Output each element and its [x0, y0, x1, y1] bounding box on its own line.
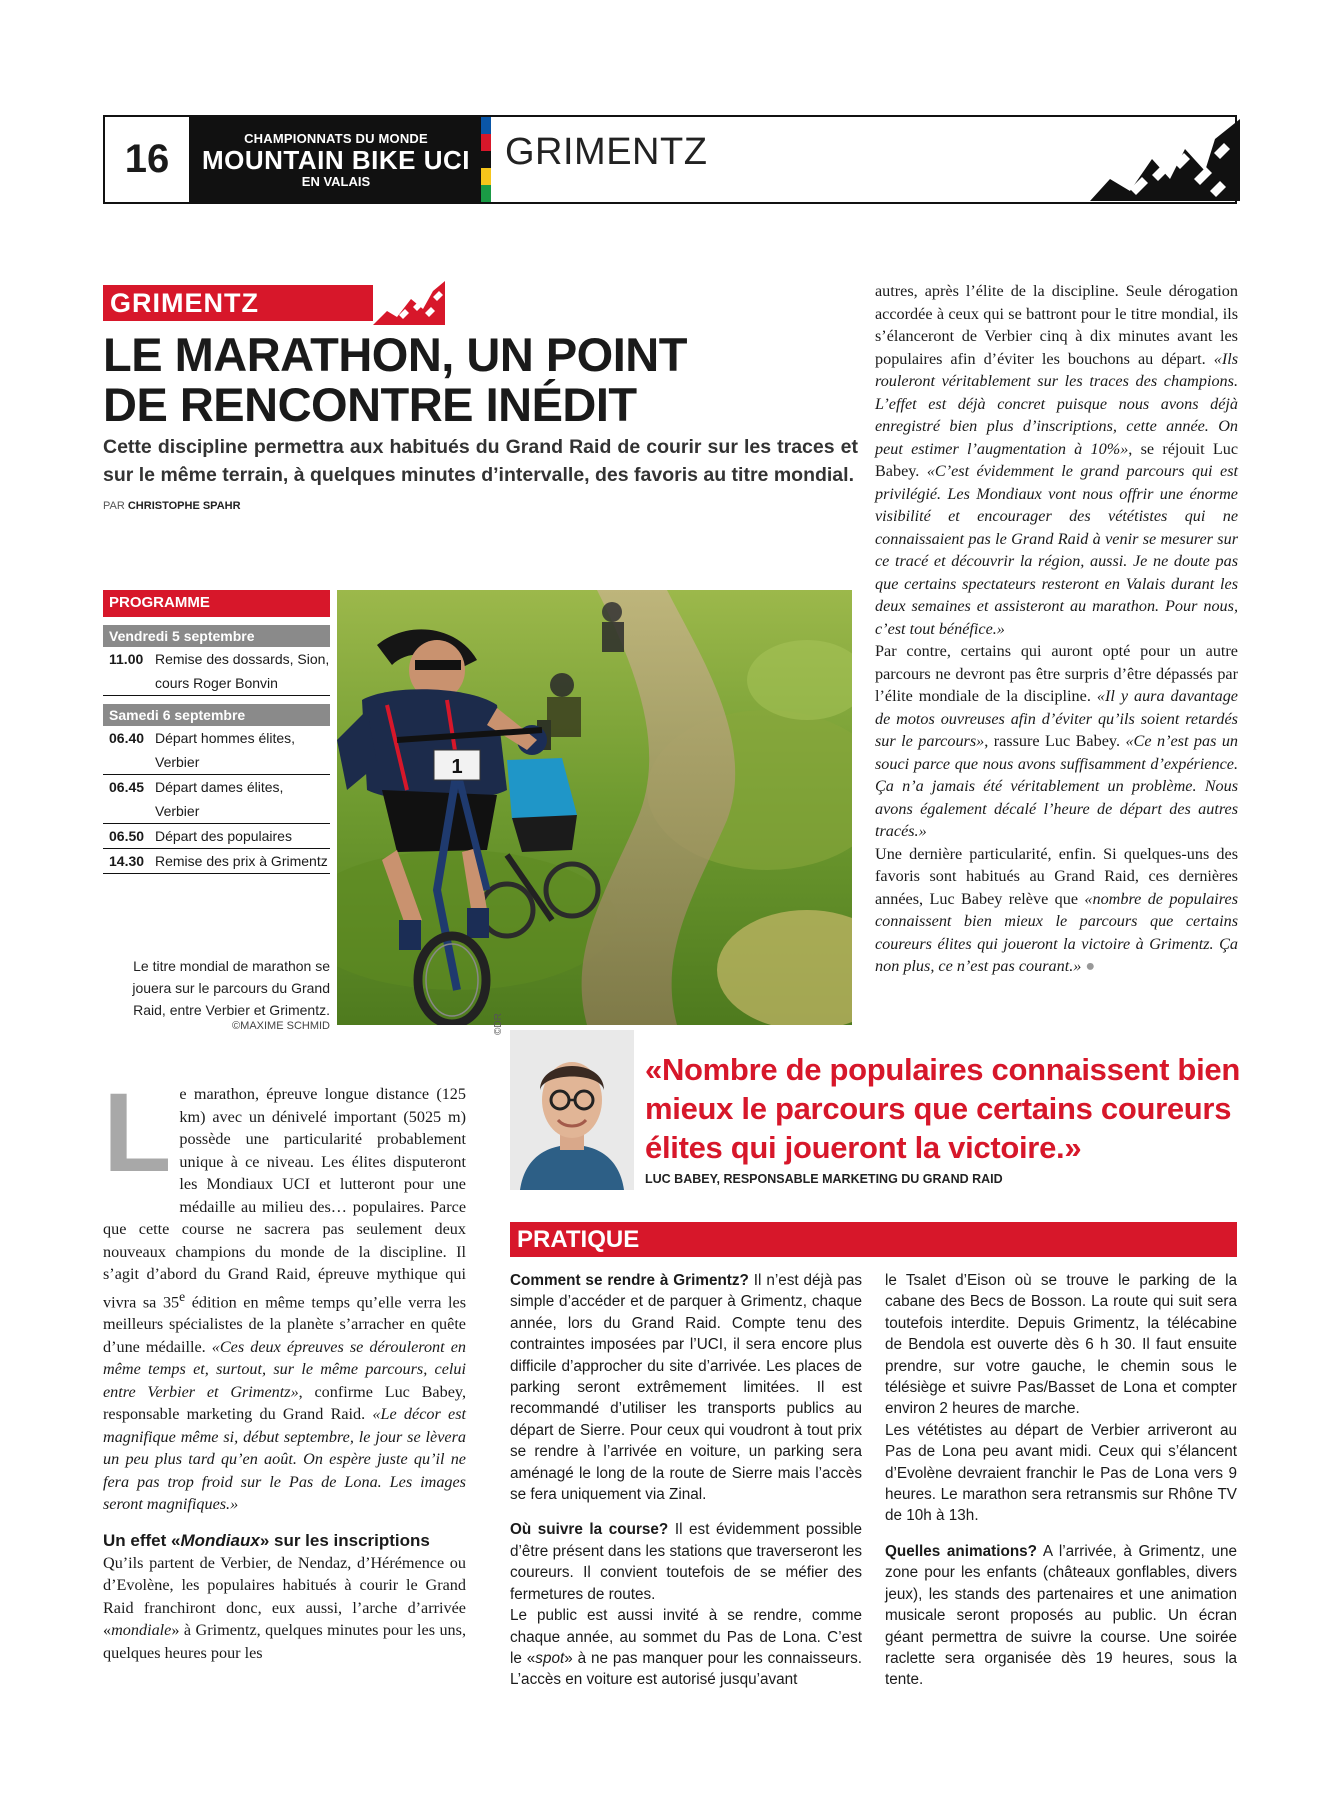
byline [103, 500, 241, 512]
portrait-credit: ©DR [493, 1013, 504, 1035]
paragraph [875, 280, 1238, 640]
paragraph [510, 1519, 862, 1605]
programme-title: PROGRAMME [103, 590, 330, 617]
event-description: Départ hommes élites, Verbier [155, 730, 296, 770]
text-run: » à ne pas manquer pour les connaisseurs. L’accès en voiture est autorisé jusqu’avant [510, 1649, 862, 1689]
event-time: 14.30 [109, 853, 145, 869]
quote-run: «Il y aura davantage de motos ouvreuses afin d’éviter qu’ils soient retardés sur le parcours» [875, 687, 1238, 750]
programme-day: Samedi 6 septembre [103, 704, 330, 726]
event-description: Départ dames élites, Verbier [155, 779, 284, 819]
mountain-badge-icon [373, 281, 445, 325]
subheading [103, 1530, 466, 1552]
article-kicker: GRIMENTZ [103, 285, 373, 321]
stripe-red [481, 134, 491, 151]
byline-author: CHRISTOPHE SPAHR [127, 500, 241, 512]
article-body-left-column [103, 1070, 466, 1664]
quote-run: «Ces deux épreuves se dérouleront en même temps et, surtout, sur le même parcours, celui entre Verbier et Grimentz» [103, 1337, 466, 1401]
text-run: » sur les inscriptions [259, 1530, 430, 1550]
event-description: Départ des populaires [155, 828, 292, 844]
answer: Il n’est déjà pas simple d’accéder et de parquer à Grimentz, chaque année, lors du Grand Raid. Compte tenu des contraintes imposées par l’UCI, il sera encore plus difficile d’approcher du site d’arrivée. Les places de parking seront extrêmement limitées. Il est recommandé d’utiliser les transports publics au départ de Sierre. Pour ceux qui voudront à tout prix se rendre à l’arrivée en voiture, un parking sera aménagé le long de la route de Sierre mais l’accès se fera uniquement via Zinal. [510, 1272, 863, 1504]
quote-run: «C’est évidemment le grand parcours qui est privilégié. Les Mondiaux vont nous offrir une énorme visibilité et encourager des vététistes qui ne connaissaient pas le Grand Raid à venir se mesurer sur ce tracé et découvrir la région, aussi. Je ne doute pas que certains spectateurs resteront en Valais durant les deux semaines et assisteront au marathon. Pour nous, c’est tout bénéfice.» [875, 462, 1238, 638]
drop-cap: L [103, 1070, 172, 1195]
paragraph [510, 1270, 862, 1505]
byline-prefix: PAR [103, 500, 128, 512]
pratique-column-2 [885, 1270, 1237, 1705]
end-mark-icon: ● [1081, 957, 1096, 975]
article-headline [103, 330, 863, 430]
championship-banner [191, 117, 481, 202]
quote-run: «nombre de populaires connaissent bien mieux le parcours que certains coureurs élites qui joueront la victoire à Grimentz. Ça non plus, ce n’est pas courant.» [875, 889, 1238, 975]
programme-event [103, 647, 330, 696]
portrait-photo [510, 1030, 634, 1190]
uci-rainbow-stripes [481, 117, 491, 202]
question: Où suivre la course? [510, 1521, 669, 1539]
text-run: mondiale [111, 1621, 172, 1640]
number-plate-text: 1 [451, 756, 463, 778]
headline-line1: LE MARATHON, UN POINT [103, 328, 687, 381]
superscript: e [179, 1288, 186, 1304]
paragraph [875, 843, 1238, 978]
stripe-black [481, 151, 491, 168]
text-run: Mondiaux [180, 1530, 260, 1550]
programme-event [103, 726, 330, 775]
photo-caption: Le titre mondial de marathon se jouera sur le parcours du Grand Raid, entre Verbier et Grimentz. [132, 958, 330, 1018]
event-time: 06.50 [109, 828, 145, 844]
programme-event [103, 824, 330, 849]
text-run: , rassure Luc Babey. [984, 732, 1126, 750]
mountain-bike-photo [337, 590, 852, 1025]
programme-box [103, 590, 330, 874]
text-run: , se réjouit Luc Babey. [875, 439, 1238, 480]
champ-line2: MOUNTAIN BIKE UCI [201, 145, 470, 175]
valais-mountain-logo-icon [1090, 119, 1240, 201]
pratique-title: PRATIQUE [510, 1222, 1237, 1257]
text-run: Le public est aussi invité à se rendre, comme chaque année, au sommet du Pas de Lona. C’est le « [510, 1607, 862, 1667]
quote-run: «Ils rouleront véritablement sur les traces des champions. L’effet est déjà concret puisque nous avons déjà enregistré bien plus d’inscriptions, cette année. On peut estimer l’augmentation à 10%» [875, 349, 1238, 458]
quote-run: «Le décor est magnifique même si, début septembre, le jour se lèvera un peu plus tard qu’en août. On espère juste qu’il ne fera pas trop froid sur le Pas de Lona. Les images seront magnifiques.» [103, 1405, 466, 1514]
section-title: GRIMENTZ [505, 131, 708, 173]
question: Quelles animations? [885, 1542, 1038, 1560]
text-run: Une dernière particularité, enfin. Si quelques-uns des favoris sont habitués au Grand Raid, ces dernières années, Luc Babey relève que [875, 844, 1238, 908]
paragraph: Les vététistes au départ de Verbier arriveront au Pas de Lona peu avant midi. Ceux qui s’élancent d’Evolène devraient franchir le Pas de Lona vers 9 heures. Le marathon sera retransmis sur Rhône TV de 10h à 13h. [885, 1421, 1237, 1525]
paragraph [103, 1070, 466, 1516]
pull-quote: «Nombre de populaires connaissent bien mieux le parcours que certains coureurs élites qui joueront la victoire.» [645, 1052, 1240, 1165]
programme-day: Vendredi 5 septembre [103, 625, 330, 647]
quote-run: «Ce n’est pas un souci parce que nous avons suffisamment d’expérience. Ça n’a jamais été véritablement un problème. Nous avons également décalé l’heure de départ des autres tracés.» [875, 732, 1239, 840]
paragraph [510, 1605, 862, 1691]
paragraph [875, 640, 1238, 843]
article-standfirst: Cette discipline permettra aux habitués du Grand Raid de courir sur les traces et sur le même terrain, à quelques minutes d’intervalle, des favoris au titre mondial. [103, 436, 858, 486]
page-number: 16 [105, 117, 191, 202]
champ-line3: EN VALAIS [301, 174, 371, 189]
event-time: 06.40 [109, 730, 145, 746]
champ-line1: CHAMPIONNATS DU MONDE [244, 131, 428, 146]
paragraph [103, 1552, 466, 1665]
headline-line2: DE RENCONTRE INÉDIT [103, 378, 637, 431]
text-run: , confirme Luc Babey, responsable marketing du Grand Raid. [103, 1382, 466, 1424]
question: Comment se rendre à Grimentz? [510, 1272, 749, 1289]
event-description: Remise des prix à Grimentz [155, 853, 328, 869]
text-run: autres, après l’élite de la discipline. Seule dérogation accordée à ceux qui se battront pour le titre mondial, ils s’élanceront de Verbier cinq à dix minutes avant les populaires afin d’éviter les bouchons au départ. [875, 282, 1238, 368]
paragraph [885, 1541, 1237, 1691]
text-run: » à Grimentz, quelques minutes pour les uns, quelques heures pour les [103, 1621, 466, 1662]
article-body-right-column [875, 280, 1238, 978]
text-run: Un effet « [103, 1530, 181, 1550]
page-header [103, 115, 1237, 204]
event-time: 06.45 [109, 779, 145, 795]
paragraph: le Tsalet d’Eison où se trouve le parking de la cabane des Becs de Bosson. La route qui suit sera toutefois interdite. Depuis Grimentz, la télécabine de Bendola est ouverte dès 6 h 30. Il faut ensuite prendre, sur votre gauche, le chemin sous le télésiège et suivre Pas/Basset de Lona et compter environ 2 heures de marche. [885, 1272, 1237, 1418]
text-run: e marathon, épreuve longue distance (125 km) avec un dénivelé important (5025 m) possède une particularité probablement unique à ce niveau. Les élites disputeront les Mondiaux UCI et lutteront pour une médaille au milieu des… populaires. Parce que cette course ne sacrera pas seulement deux nouveaux champions du monde de la discipline. Il s’agit d’abord du Grand Raid, épreuve mythique qui vivra sa 35 [103, 1085, 466, 1311]
event-description: Remise des dossards, Sion, cours Roger Bonvin [155, 651, 330, 691]
pratique-column-1 [510, 1270, 862, 1705]
text-run: spot [535, 1649, 565, 1667]
stripe-blue [481, 117, 491, 134]
stripe-green [481, 185, 491, 202]
event-time: 11.00 [109, 651, 144, 667]
stripe-yellow [481, 168, 491, 185]
answer: Il est évidemment possible d’être présent dans les stations que traverseront les coureurs. Il convient toutefois de se méfier des fermetures de routes. [510, 1521, 863, 1603]
photo-credit: ©MAXIME SCHMID [232, 1020, 330, 1032]
text-run: Par contre, certains qui auront opté pour un autre parcours ne devront pas être surpris d’être dépassés par l’élite mondiale de la discipline. [875, 642, 1238, 705]
programme-event [103, 775, 330, 824]
programme-event [103, 849, 330, 874]
text-run: Qu’ils partent de Verbier, de Nendaz, d’Hérémence ou d’Evolène, les populaires habitués à courir le Grand Raid franchiront donc, eux aussi, l’arche d’arrivée « [103, 1553, 466, 1640]
answer: A l’arrivée, à Grimentz, une zone pour les enfants (châteaux gonflables, divers jeux), les stands des partenaires et une animation musicale seront proposés au public. Un écran géant permettra de suivre la course. Une soirée raclette sera organisée dès 19 heures, sous la tente. [885, 1542, 1237, 1689]
text-run: édition en même temps qu’elle verra les meilleurs spécialistes de la planète s’arracher en quête d’une médaille. [103, 1292, 466, 1356]
pull-quote-attribution: LUC BABEY, RESPONSABLE MARKETING DU GRAND RAID [645, 1172, 1003, 1186]
